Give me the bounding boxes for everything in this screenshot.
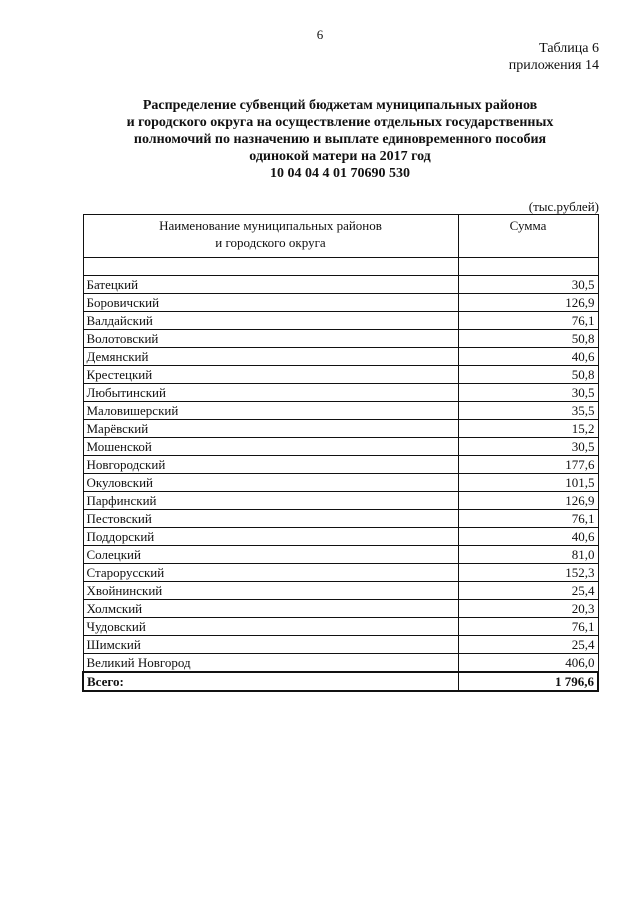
table-row: [83, 528, 598, 546]
total-row: [83, 672, 598, 691]
district-amount: 126,9: [458, 294, 598, 312]
district-name: Боровичский: [83, 294, 458, 312]
district-amount: 126,9: [458, 492, 598, 510]
district-name: Великий Новгород: [83, 654, 458, 673]
district-name: Валдайский: [83, 312, 458, 330]
district-name: Мошенской: [83, 438, 458, 456]
district-name: Новгородский: [83, 456, 458, 474]
district-amount: 177,6: [458, 456, 598, 474]
table-row: [83, 546, 598, 564]
title-line2: и городского округа на осуществление отдельных государственных: [126, 115, 554, 130]
district-name: Поддорский: [83, 528, 458, 546]
header-name-line1: Наименование муниципальных районов: [159, 218, 382, 233]
district-amount: 30,5: [458, 384, 598, 402]
district-name: Крестецкий: [83, 366, 458, 384]
total-label: Всего:: [83, 672, 458, 691]
units-label: (тыс.рублей): [528, 199, 599, 214]
district-name: Окуловский: [83, 474, 458, 492]
district-amount: 40,6: [458, 528, 598, 546]
table-row: [83, 474, 598, 492]
table-row: [83, 492, 598, 510]
document-title: [60, 97, 620, 182]
table-row: [83, 600, 598, 618]
district-amount: 81,0: [458, 546, 598, 564]
budget-code: 10 04 04 4 01 70690 530: [270, 166, 410, 181]
table-reference: [509, 40, 599, 74]
table-row: [83, 294, 598, 312]
table-row: [83, 366, 598, 384]
district-amount: 406,0: [458, 654, 598, 673]
header-name-line2: и городского округа: [215, 235, 326, 250]
district-amount: 40,6: [458, 348, 598, 366]
table-row: [83, 330, 598, 348]
district-amount: 15,2: [458, 420, 598, 438]
district-name: Старорусский: [83, 564, 458, 582]
table-row: [83, 312, 598, 330]
table-row: [83, 384, 598, 402]
district-name: Пестовский: [83, 510, 458, 528]
title-line4: одинокой матери на 2017 год: [249, 149, 431, 164]
table-row: [83, 276, 598, 294]
district-amount: 25,4: [458, 636, 598, 654]
table-row: [83, 348, 598, 366]
district-amount: 76,1: [458, 312, 598, 330]
district-amount: 152,3: [458, 564, 598, 582]
district-amount: 30,5: [458, 438, 598, 456]
table-row: [83, 510, 598, 528]
table-row: [83, 456, 598, 474]
district-name: Хвойнинский: [83, 582, 458, 600]
table-body: [83, 258, 598, 692]
district-name: Парфинский: [83, 492, 458, 510]
table-row: [83, 564, 598, 582]
table-row: [83, 402, 598, 420]
header-spacer-row: [83, 258, 598, 276]
table-row: [83, 438, 598, 456]
table-header-row: [83, 215, 598, 258]
district-amount: 76,1: [458, 618, 598, 636]
district-name: Шимский: [83, 636, 458, 654]
header-sum: Сумма: [458, 215, 598, 258]
district-name: Чудовский: [83, 618, 458, 636]
district-name: Любытинский: [83, 384, 458, 402]
table-reference-line1: Таблица 6: [539, 41, 599, 56]
district-name: Солецкий: [83, 546, 458, 564]
table-reference-line2: приложения 14: [508, 58, 599, 73]
district-name: Батецкий: [83, 276, 458, 294]
distribution-table: [82, 214, 599, 692]
table-row: [83, 618, 598, 636]
table-row: [83, 654, 598, 673]
title-line1: Распределение субвенций бюджетам муниципальных районов: [142, 98, 538, 113]
page-number: 6: [316, 27, 324, 42]
district-name: Марёвский: [83, 420, 458, 438]
table-row: [83, 636, 598, 654]
district-amount: 50,8: [458, 330, 598, 348]
title-line3: полномочий по назначению и выплате единовременного пособия: [133, 132, 547, 147]
district-name: Волотовский: [83, 330, 458, 348]
district-amount: 35,5: [458, 402, 598, 420]
district-amount: 25,4: [458, 582, 598, 600]
district-amount: 20,3: [458, 600, 598, 618]
header-name: [83, 215, 458, 258]
district-name: Холмский: [83, 600, 458, 618]
table-row: [83, 420, 598, 438]
district-amount: 101,5: [458, 474, 598, 492]
district-name: Демянский: [83, 348, 458, 366]
district-amount: 30,5: [458, 276, 598, 294]
table-row: [83, 582, 598, 600]
district-name: Маловишерский: [83, 402, 458, 420]
district-amount: 76,1: [458, 510, 598, 528]
total-amount: 1 796,6: [458, 672, 598, 691]
district-amount: 50,8: [458, 366, 598, 384]
